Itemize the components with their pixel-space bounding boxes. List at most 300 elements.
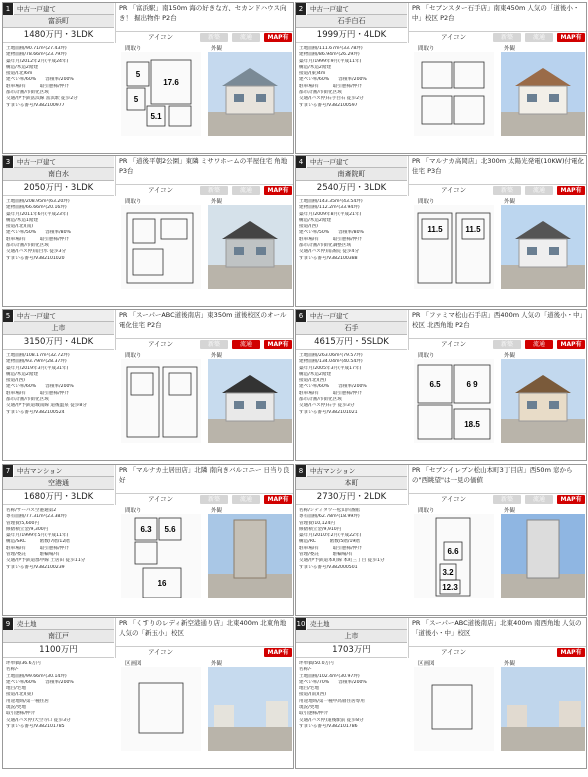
price-layout: 2730万円・2LDK bbox=[296, 490, 407, 505]
floor-plan-label: 間取り bbox=[125, 353, 142, 359]
floor-plan-drawing bbox=[414, 667, 494, 751]
icon-label: アイコン bbox=[441, 648, 467, 656]
floor-plan-image[interactable] bbox=[121, 514, 201, 598]
property-type: 中古一戸建て bbox=[307, 310, 407, 322]
listing-card[interactable] bbox=[2, 155, 294, 307]
exterior-photo-drawing bbox=[501, 514, 585, 598]
map-available-badge[interactable]: MAP有 bbox=[557, 33, 585, 42]
property-type: 中古マンション bbox=[14, 465, 114, 477]
listing-card[interactable] bbox=[2, 309, 294, 461]
detail-line: 都市計画/市街化区域 bbox=[6, 90, 49, 96]
listing-number: 3 bbox=[3, 156, 13, 168]
price-layout: 1480万円・3LDK bbox=[3, 28, 114, 43]
room-outline bbox=[422, 96, 452, 124]
detail-line: 修繕積立金/9,910円 bbox=[299, 526, 342, 532]
listing-card[interactable] bbox=[295, 464, 587, 616]
pr-text: PR 「道後平朝2公園」東隣 ミサワホームの平屋住宅 角地 P3台 bbox=[115, 156, 294, 184]
exterior-photo[interactable] bbox=[501, 205, 585, 289]
price-layout: 4615万円・5SLDK bbox=[296, 335, 407, 350]
map-available-badge[interactable]: MAP有 bbox=[557, 648, 585, 657]
floor-plan-drawing bbox=[121, 359, 201, 443]
room-size-label: 5 bbox=[133, 95, 139, 104]
detail-line: 築年月/1999年5月(平成11年) bbox=[6, 533, 69, 539]
detail-line: 駐車場/有 取引態様/仲介 bbox=[299, 236, 362, 242]
exterior-photo[interactable] bbox=[208, 205, 292, 289]
detail-line: 接道/(西) bbox=[6, 378, 25, 384]
floor-plan-drawing bbox=[414, 52, 494, 136]
listing-number: 4 bbox=[296, 156, 306, 168]
detail-line: 駐車場/有 取引態様/仲介 bbox=[6, 390, 69, 396]
detail-line: 築年月/2010年2月(平成22年) bbox=[299, 533, 362, 539]
tag-row bbox=[408, 338, 587, 350]
pr-text: PR 「スーパーABC道後南店」北東400m 南西角地 人気の「道後小・中」校区 bbox=[408, 618, 587, 646]
floor-plan-image[interactable] bbox=[414, 205, 494, 289]
listing-number: 8 bbox=[296, 465, 306, 477]
detail-line: 交通/伊予鉄道郡中線 土居田 徒歩11分 bbox=[6, 558, 86, 564]
area-name: 本町 bbox=[296, 477, 407, 490]
property-details bbox=[3, 197, 114, 293]
detail-line: 都市計画/市街化区域 bbox=[299, 90, 342, 96]
icon-label: アイコン bbox=[441, 33, 467, 41]
detail-line: 専有面積/62.78m²(18.99坪) bbox=[299, 514, 360, 520]
room-size-label: 18.5 bbox=[464, 420, 480, 429]
tag-row bbox=[115, 338, 294, 350]
detail-line: 現況/更地 bbox=[6, 705, 26, 711]
map-available-badge[interactable]: MAP有 bbox=[264, 648, 292, 657]
floor-plan-image[interactable] bbox=[414, 667, 494, 751]
room-outline bbox=[432, 685, 472, 729]
room-outline bbox=[139, 683, 183, 733]
exterior-label: 外観 bbox=[504, 46, 516, 52]
room-size-label: 16 bbox=[157, 579, 167, 588]
detail-line: 交通/伊予鉄道城南線 道後温泉 徒歩8分 bbox=[6, 403, 87, 409]
detail-line: 建物面積/112.2m²(33.94坪) bbox=[299, 205, 360, 211]
map-available-badge[interactable]: MAP有 bbox=[264, 340, 292, 349]
area-name: 空港通 bbox=[3, 477, 114, 490]
detail-line: 構造/木造2階建 bbox=[6, 64, 39, 70]
floor-plan-label: 区画図 bbox=[418, 661, 435, 667]
area-name: 上市 bbox=[296, 630, 407, 643]
room-size-label: 6.6 bbox=[447, 547, 459, 556]
detail-line: 構造/木造2階建 bbox=[299, 217, 332, 223]
icon-label: アイコン bbox=[441, 186, 467, 194]
detail-line: 交通/(バス停)石手白石 徒歩2分 bbox=[299, 96, 364, 102]
property-type: 中古一戸建て bbox=[307, 3, 407, 15]
listing-card[interactable] bbox=[295, 2, 587, 154]
room-outline bbox=[161, 219, 187, 239]
area-name: 富浜町 bbox=[3, 15, 114, 28]
detail-line: 坪単価/36.6万円 bbox=[6, 661, 41, 666]
detail-line: 接道/(北)(西) bbox=[299, 378, 327, 384]
tag-distribution: 流通 bbox=[232, 340, 260, 349]
detail-line: 土地面積/111.67m²(33.78坪) bbox=[299, 46, 363, 51]
reference-number: すまいる番号/V382100597 bbox=[299, 102, 358, 108]
room-size-label: 5 bbox=[135, 70, 141, 79]
detail-line: 専有面積/77.31m²(23.38坪) bbox=[6, 514, 67, 520]
exterior-label: 外観 bbox=[211, 661, 223, 667]
detail-line: 名称/- bbox=[299, 667, 312, 673]
floor-plan-label: 間取り bbox=[418, 353, 435, 359]
exterior-photo[interactable] bbox=[501, 359, 585, 443]
tag-new-build: 新築 bbox=[200, 186, 228, 195]
exterior-photo[interactable] bbox=[208, 359, 292, 443]
floor-plan-image[interactable] bbox=[414, 359, 494, 443]
detail-line: 建物面積/93.79m²(28.37坪) bbox=[6, 359, 67, 365]
room-outline bbox=[456, 213, 490, 283]
detail-line: 建物面積/86.94m²(26.29坪) bbox=[299, 52, 360, 58]
map-available-badge[interactable]: MAP有 bbox=[557, 186, 585, 195]
floor-plan-drawing bbox=[121, 667, 201, 751]
property-details bbox=[296, 506, 407, 602]
detail-line: 駐車場/有 取引態様/仲介 bbox=[299, 390, 362, 396]
exterior-photo-drawing bbox=[501, 52, 585, 136]
detail-line: 建ぺい率/60% 容積率/200% bbox=[299, 77, 367, 83]
listing-number: 7 bbox=[3, 465, 13, 477]
detail-line: 駐車場/有 取引態様/仲介 bbox=[299, 83, 362, 89]
exterior-photo[interactable] bbox=[501, 52, 585, 136]
room-size-label: 12.3 bbox=[442, 583, 458, 592]
exterior-photo-drawing bbox=[208, 359, 292, 443]
area-name: 南斎院町 bbox=[296, 168, 407, 181]
detail-line: 都市計画/市街化区域 bbox=[6, 397, 49, 403]
listing-number: 1 bbox=[3, 3, 13, 15]
map-available-badge[interactable]: MAP有 bbox=[557, 495, 585, 504]
tag-distribution: 流通 bbox=[525, 495, 553, 504]
detail-line: 接道/(北)6m bbox=[6, 71, 33, 77]
tag-new-build: 新築 bbox=[493, 495, 521, 504]
tag-row bbox=[115, 184, 294, 196]
room-size-label: 11.5 bbox=[465, 225, 481, 234]
property-details bbox=[296, 197, 407, 293]
exterior-photo-drawing bbox=[208, 205, 292, 289]
floor-plan-image[interactable] bbox=[414, 514, 494, 598]
detail-line: 土地面積/208.95m²(63.20坪) bbox=[6, 199, 70, 204]
detail-line: 築年月/2019年3月(平成31年) bbox=[6, 365, 69, 371]
detail-line: 建ぺい率/60% 容積率/200% bbox=[6, 384, 74, 390]
reference-number: すまいる番号/V382000501 bbox=[299, 564, 358, 570]
tag-row bbox=[408, 184, 587, 196]
detail-line: 交通/(バス停)石手 徒歩3分 bbox=[299, 403, 355, 409]
detail-line: 構造/RC 階数/5階/19階 bbox=[299, 539, 360, 545]
detail-line: 構造/木造2階建 bbox=[6, 371, 39, 377]
detail-line: 構造/SRC 階数/7階/12階 bbox=[6, 539, 70, 545]
detail-line: 建物面積/134.04m²(40.54坪) bbox=[299, 359, 363, 365]
detail-line: 名称/- bbox=[6, 667, 19, 673]
room-outline bbox=[418, 213, 452, 283]
exterior-label: 外観 bbox=[211, 46, 223, 52]
property-type: 中古一戸建て bbox=[14, 310, 114, 322]
floor-plan-drawing bbox=[121, 205, 201, 289]
room-outline bbox=[127, 213, 193, 283]
exterior-label: 外観 bbox=[504, 353, 516, 359]
exterior-label: 外観 bbox=[504, 508, 516, 514]
floor-plan-drawing bbox=[414, 359, 494, 443]
floor-plan-label: 間取り bbox=[125, 46, 142, 52]
detail-line: 土地面積/102.4m²(30.97坪) bbox=[299, 673, 360, 679]
detail-line: 交通/伊予鉄道本町線 本町三丁目 徒歩1分 bbox=[299, 558, 385, 564]
room-size-label: 3.2 bbox=[442, 568, 454, 577]
tag-distribution: 流通 bbox=[525, 340, 553, 349]
exterior-photo[interactable] bbox=[208, 667, 292, 751]
room-outline bbox=[169, 373, 191, 395]
tag-row bbox=[408, 31, 587, 43]
room-size-label: 5.1 bbox=[150, 112, 162, 121]
map-available-badge[interactable]: MAP有 bbox=[264, 495, 292, 504]
icon-label: アイコン bbox=[148, 33, 174, 41]
floor-plan-image[interactable] bbox=[121, 359, 201, 443]
room-outline bbox=[133, 249, 163, 275]
detail-line: 都市計画/市街化区域 bbox=[6, 243, 49, 249]
tag-row bbox=[115, 31, 294, 43]
detail-line: 土地面積/263.06m²(79.57坪) bbox=[299, 353, 363, 358]
detail-line: 管理費/10,124円 bbox=[299, 520, 335, 526]
floor-plan-drawing bbox=[121, 52, 201, 136]
room-size-label: 6 9 bbox=[466, 380, 478, 389]
pr-text: PR 「くすりのレディ新空港通り店」北東400m 北東角地 人気の「新玉小」校区 bbox=[115, 618, 294, 646]
icon-label: アイコン bbox=[148, 495, 174, 503]
reference-number: すまいる番号/V382101021 bbox=[299, 409, 358, 415]
detail-line: 取引態様/仲介 bbox=[299, 711, 329, 717]
tag-new-build: 新築 bbox=[200, 495, 228, 504]
area-name: 南江戸 bbox=[3, 630, 114, 643]
map-available-badge[interactable]: MAP有 bbox=[264, 33, 292, 42]
detail-line: 建ぺい率/70% 容積率/200% bbox=[299, 679, 367, 685]
reference-number: すまいる番号/V382101785 bbox=[6, 723, 65, 729]
listing-number: 5 bbox=[3, 310, 13, 322]
detail-line: 交通/(バス停)南白水 徒歩3分 bbox=[6, 249, 67, 255]
floor-plan-label: 間取り bbox=[418, 46, 435, 52]
exterior-photo[interactable] bbox=[501, 514, 585, 598]
detail-line: 構造/木造2階建 bbox=[299, 371, 332, 377]
detail-line: 接道/(南)(西) bbox=[299, 692, 327, 698]
detail-line: 交通/伊予鉄富浜線 富浜駅 徒歩2分 bbox=[6, 96, 78, 102]
property-type: 売土地 bbox=[307, 618, 407, 630]
floor-plan-label: 間取り bbox=[125, 199, 142, 205]
exterior-photo-drawing bbox=[501, 359, 585, 443]
icon-label: アイコン bbox=[148, 186, 174, 194]
detail-line: 築年月/2012年2月(平成24年) bbox=[6, 58, 69, 64]
floor-plan-image[interactable] bbox=[121, 52, 201, 136]
price-layout: 2050万円・3LDK bbox=[3, 181, 114, 196]
detail-line: 駐車場/有 取引態様/仲介 bbox=[6, 236, 69, 242]
reference-number: すまいる番号/V382101786 bbox=[299, 723, 358, 729]
icon-label: アイコン bbox=[441, 340, 467, 348]
detail-line: 構造/木造2階建 bbox=[299, 64, 332, 70]
price-layout: 1703万円 bbox=[296, 643, 407, 658]
detail-line: 駐車場/有 取引態様/仲介 bbox=[6, 545, 69, 551]
reference-number: すまいる番号/V382100388 bbox=[299, 255, 358, 261]
map-available-badge[interactable]: MAP有 bbox=[264, 186, 292, 195]
pr-text: PR 「セブンスター石手店」南東450m 人気の「道後小・中」校区 P2台 bbox=[408, 3, 587, 31]
detail-line: 用途地域/第一種中高層住居専用 bbox=[299, 698, 365, 704]
tag-row bbox=[408, 493, 587, 505]
listing-card[interactable] bbox=[2, 617, 294, 769]
detail-line: 都市計画/市街化調整区域 bbox=[299, 243, 352, 249]
exterior-photo[interactable] bbox=[501, 667, 585, 751]
map-available-badge[interactable]: MAP有 bbox=[557, 340, 585, 349]
listing-number: 10 bbox=[296, 620, 306, 628]
property-details bbox=[296, 659, 407, 755]
property-type: 中古一戸建て bbox=[14, 156, 114, 168]
detail-line: 建ぺい率/60% 容積率/200% bbox=[6, 77, 74, 83]
property-type: 中古マンション bbox=[307, 465, 407, 477]
detail-line: 建物面積/66.66m²(20.16坪) bbox=[6, 205, 67, 211]
property-details bbox=[3, 659, 114, 755]
tag-distribution: 流通 bbox=[525, 33, 553, 42]
tag-new-build: 新築 bbox=[200, 33, 228, 42]
property-details bbox=[296, 44, 407, 140]
price-layout: 1999万円・4LDK bbox=[296, 28, 407, 43]
listing-number: 6 bbox=[296, 310, 306, 322]
room-size-label: 11.5 bbox=[427, 225, 443, 234]
tag-distribution: 流通 bbox=[232, 33, 260, 42]
detail-line: 築年月/2011年6月(平成23年) bbox=[6, 211, 69, 217]
room-outline bbox=[418, 405, 452, 439]
listing-card[interactable] bbox=[2, 2, 294, 154]
area-name: 石手白石 bbox=[296, 15, 407, 28]
listing-card[interactable] bbox=[295, 155, 587, 307]
tag-distribution: 流通 bbox=[232, 495, 260, 504]
pr-text: PR 「マルナカ土居田店」北隣 南向きバルコニー 日当り良好 bbox=[115, 465, 294, 493]
detail-line: 土地面積/99.66m²(30.14坪) bbox=[6, 673, 67, 679]
detail-line: 構造/木造1階建 bbox=[6, 217, 39, 223]
floor-plan-image[interactable] bbox=[121, 667, 201, 751]
room-outline bbox=[169, 106, 191, 126]
floor-plan-image[interactable] bbox=[121, 205, 201, 289]
detail-line: 地目/宅地 bbox=[6, 686, 26, 692]
price-layout: 2540万円・3LDK bbox=[296, 181, 407, 196]
detail-line: 取引態様/仲介 bbox=[6, 711, 36, 717]
listing-card[interactable] bbox=[295, 309, 587, 461]
listing-number: 2 bbox=[296, 3, 306, 15]
detail-line: 修繕積立金/9,300円 bbox=[6, 526, 49, 532]
price-layout: 1680万円・3LDK bbox=[3, 490, 114, 505]
reference-number: すまいる番号/V382100239 bbox=[6, 564, 65, 570]
pr-text: PR 「マルナカ高岡店」北300m 太陽光発電(10KW)付電化住宅 P3台 bbox=[408, 156, 587, 184]
exterior-label: 外観 bbox=[211, 353, 223, 359]
detail-line: 土地面積/90.71m²(27.43坪) bbox=[6, 46, 67, 51]
detail-line: 築年月/2005年3月(平成17年) bbox=[299, 365, 362, 371]
property-details bbox=[3, 506, 114, 602]
listing-number: 9 bbox=[3, 618, 13, 630]
detail-line: 建ぺい率/50% 容積率/80% bbox=[299, 230, 364, 236]
detail-line: 管理/委託 駐輪場/有 bbox=[6, 552, 60, 558]
floor-plan-drawing bbox=[414, 205, 494, 289]
room-outline bbox=[454, 96, 484, 124]
room-size-label: 6.3 bbox=[140, 525, 152, 534]
tag-new-build: 新築 bbox=[493, 340, 521, 349]
exterior-photo[interactable] bbox=[208, 514, 292, 598]
room-outline bbox=[454, 62, 484, 88]
detail-line: 現況/更地 bbox=[299, 705, 319, 711]
property-type: 中古一戸建て bbox=[307, 156, 407, 168]
detail-line: 築年月/2009年8月(平成21年) bbox=[299, 211, 362, 217]
price-layout: 3150万円・4LDK bbox=[3, 335, 114, 350]
exterior-photo-drawing bbox=[208, 514, 292, 598]
detail-line: 建物面積/78.66m²(23.79坪) bbox=[6, 52, 67, 58]
detail-line: 地目/宅地 bbox=[299, 686, 319, 692]
room-size-label: 5.6 bbox=[164, 525, 176, 534]
exterior-photo-drawing bbox=[501, 205, 585, 289]
detail-line: 建ぺい率/50% 容積率/80% bbox=[6, 230, 71, 236]
detail-line: 交通/(バス停)南斎院 徒歩4分 bbox=[299, 249, 360, 255]
exterior-label: 外観 bbox=[504, 661, 516, 667]
floor-plan-image[interactable] bbox=[414, 52, 494, 136]
detail-line: 土地面積/143.35m²(43.54坪) bbox=[299, 199, 363, 204]
room-outline bbox=[135, 542, 157, 564]
floor-plan-drawing bbox=[414, 514, 494, 598]
listing-card[interactable] bbox=[295, 617, 587, 769]
exterior-photo[interactable] bbox=[208, 52, 292, 136]
room-outline bbox=[127, 367, 159, 437]
icon-label: アイコン bbox=[148, 648, 174, 656]
room-size-label: 6.5 bbox=[429, 380, 441, 389]
floor-plan-label: 間取り bbox=[418, 199, 435, 205]
tag-new-build: 新築 bbox=[200, 340, 228, 349]
detail-line: 接道/(北)(南) bbox=[6, 224, 34, 230]
price-layout: 1100万円 bbox=[3, 643, 114, 658]
property-details bbox=[3, 44, 114, 140]
detail-line: 駐車場/有 取引態様/仲介 bbox=[6, 83, 69, 89]
exterior-photo-drawing bbox=[208, 667, 292, 751]
room-size-label: 17.6 bbox=[163, 78, 179, 87]
reference-number: すまいる番号/V382100524 bbox=[6, 409, 65, 415]
detail-line: 築年月/1999年9月(平成11年) bbox=[299, 58, 362, 64]
tag-row bbox=[115, 493, 294, 505]
room-outline bbox=[163, 367, 197, 437]
property-details bbox=[296, 351, 407, 447]
icon-label: アイコン bbox=[148, 340, 174, 348]
listing-card[interactable] bbox=[2, 464, 294, 616]
detail-line: 都市計画/市街化区域 bbox=[299, 397, 342, 403]
detail-line: 駐車場/有 取引態様/仲介 bbox=[299, 545, 362, 551]
detail-line: 建ぺい率/60% 容積率/200% bbox=[6, 679, 74, 685]
tag-new-build: 新築 bbox=[493, 33, 521, 42]
area-name: 南白水 bbox=[3, 168, 114, 181]
reference-number: すまいる番号/V382101020 bbox=[6, 255, 65, 261]
exterior-label: 外観 bbox=[211, 508, 223, 514]
detail-line: 接道/(北)(東) bbox=[6, 692, 34, 698]
detail-line: 接道/(西) bbox=[299, 224, 318, 230]
floor-plan-drawing bbox=[121, 514, 201, 598]
pr-text: PR 「スーパーABC道後南店」東350m 道後校区のオール電化住宅 P2台 bbox=[115, 310, 294, 338]
property-type: 売土地 bbox=[14, 618, 114, 630]
exterior-label: 外観 bbox=[211, 199, 223, 205]
detail-line: 管理費/5,600円 bbox=[6, 520, 40, 526]
detail-line: 名称/シティタワー松山四番館 bbox=[299, 508, 360, 513]
detail-line: 交通/(バス停)道後駅前 徒歩8分 bbox=[299, 717, 364, 723]
detail-line: 土地面積/108.17m²(32.72坪) bbox=[6, 353, 70, 358]
room-outline bbox=[422, 62, 452, 88]
area-name: 石手 bbox=[296, 322, 407, 335]
room-outline bbox=[131, 373, 153, 395]
detail-line: 用途地域/第一種住居 bbox=[6, 698, 49, 704]
floor-plan-label: 区画図 bbox=[125, 661, 142, 667]
tag-new-build: 新築 bbox=[493, 186, 521, 195]
tag-row bbox=[408, 646, 587, 658]
detail-line: 管理/委託 駐輪場/有 bbox=[299, 552, 353, 558]
pr-text: PR 「セブンイレブン松山本町3丁目店」西50m 窓からの"西眺望"は一見の価値 bbox=[408, 465, 587, 493]
area-name: 上市 bbox=[3, 322, 114, 335]
detail-line: 坪単価/50.0万円 bbox=[299, 661, 334, 666]
tag-distribution: 流通 bbox=[232, 186, 260, 195]
pr-text: PR 「富浜駅」南150m 海の好きな方、セカンドハウス向き！ 掘出物件 P2台 bbox=[115, 3, 294, 31]
exterior-photo-drawing bbox=[501, 667, 585, 751]
reference-number: すまいる番号/V382100977 bbox=[6, 102, 65, 108]
floor-plan-label: 間取り bbox=[418, 508, 435, 514]
icon-label: アイコン bbox=[441, 495, 467, 503]
exterior-label: 外観 bbox=[504, 199, 516, 205]
